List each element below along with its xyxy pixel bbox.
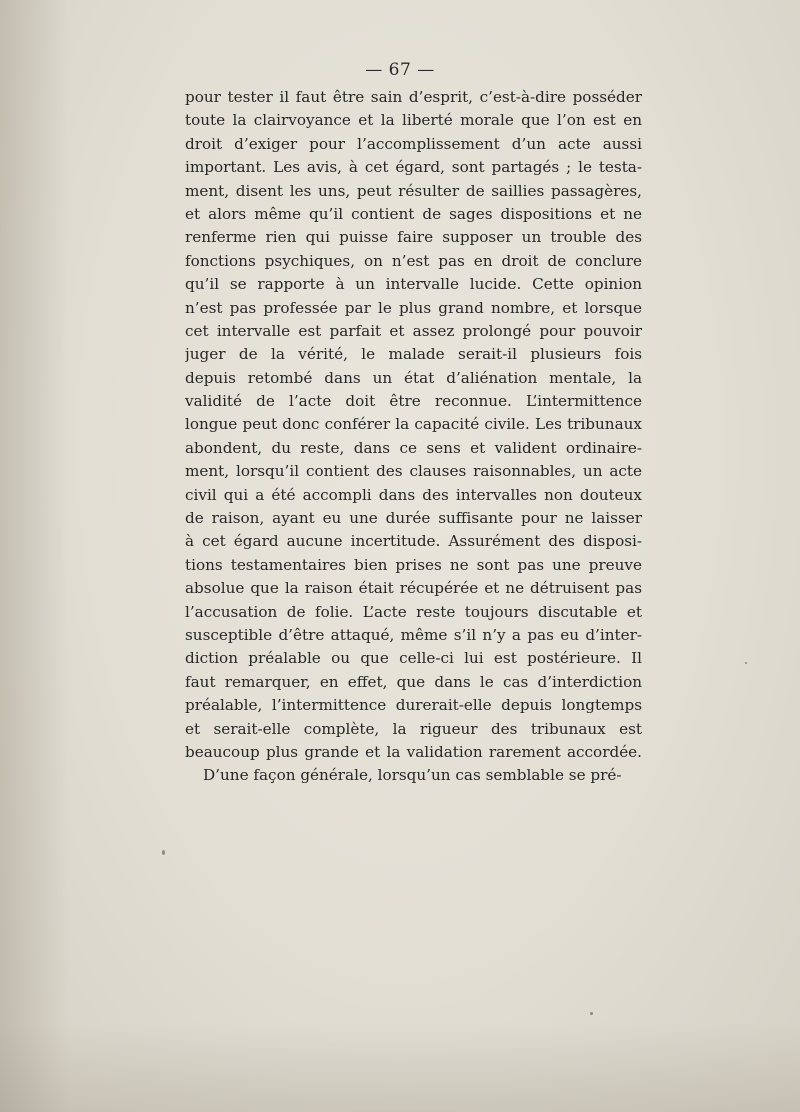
- text-line: cet intervalle est parfait et assez prolongé pour pouvoir: [185, 321, 642, 340]
- text-line: ment, lorsqu’il contient des clauses raisonnables, un acte: [185, 462, 642, 481]
- text-line: de raison, ayant eu une durée suffisante pour ne laisser: [185, 509, 642, 528]
- text-line: abondent, du reste, dans ce sens et valident ordinaire-: [185, 438, 642, 457]
- text-line: droit d’exiger pour l’accomplissement d’un acte aussi: [185, 134, 642, 153]
- paper-speck: [745, 662, 747, 664]
- paper-speck: [162, 850, 165, 855]
- text-line: toute la clairvoyance et la liberté morale que l’on est en: [185, 111, 642, 130]
- text-line: D’une façon générale, lorsqu’un cas semblable se pré-: [203, 766, 622, 785]
- text-line: et alors même qu’il contient de sages dispositions et ne: [185, 204, 642, 223]
- text-line: ment, disent les uns, peut résulter de saillies passagères,: [185, 181, 642, 200]
- paper-speck: [590, 1012, 593, 1015]
- text-line: renferme rien qui puisse faire supposer un trouble des: [185, 228, 642, 247]
- text-line: tions testamentaires bien prises ne sont pas une preuve: [185, 555, 642, 574]
- text-line: absolue que la raison était récupérée et ne détruisent pas: [185, 579, 642, 598]
- text-line: susceptible d’être attaqué, même s’il n’y a pas eu d’inter-: [185, 625, 642, 644]
- text-line: important. Les avis, à cet égard, sont partagés ; le testa-: [185, 158, 642, 177]
- page-number: — 67 —: [365, 60, 435, 80]
- body-text: [185, 86, 642, 788]
- text-line: longue peut donc conférer la capacité civile. Les tribunaux: [185, 415, 642, 434]
- text-line: depuis retombé dans un état d’aliénation mentale, la: [185, 368, 642, 387]
- text-line: faut remarquer, en effet, que dans le cas d’interdiction: [185, 672, 642, 691]
- text-line: pour tester il faut être sain d’esprit, c’est-à-dire posséder: [185, 88, 642, 106]
- text-line: fonctions psychiques, on n’est pas en droit de conclure: [185, 251, 642, 270]
- text-line: à cet égard aucune incertitude. Assurément des disposi-: [185, 532, 642, 551]
- text-line: diction préalable ou que celle-ci lui est postérieure. Il: [185, 649, 642, 668]
- text-line: qu’il se rapporte à un intervalle lucide. Cette opinion: [185, 275, 642, 294]
- text-line: beaucoup plus grande et la validation rarement accordée.: [185, 742, 642, 761]
- text-line: civil qui a été accompli dans des intervalles non douteux: [185, 485, 642, 504]
- text-line: n’est pas professée par le plus grand nombre, et lorsque: [185, 298, 642, 317]
- text-line: et serait-elle complète, la rigueur des tribunaux est: [185, 719, 642, 738]
- text-line: validité de l’acte doit être reconnue. L’intermittence: [185, 392, 642, 411]
- text-line: l’accusation de folie. L’acte reste toujours discutable et: [185, 602, 642, 621]
- text-line: préalable, l’intermittence durerait-elle depuis longtemps: [185, 696, 642, 715]
- text-line: juger de la vérité, le malade serait-il plusieurs fois: [185, 345, 642, 364]
